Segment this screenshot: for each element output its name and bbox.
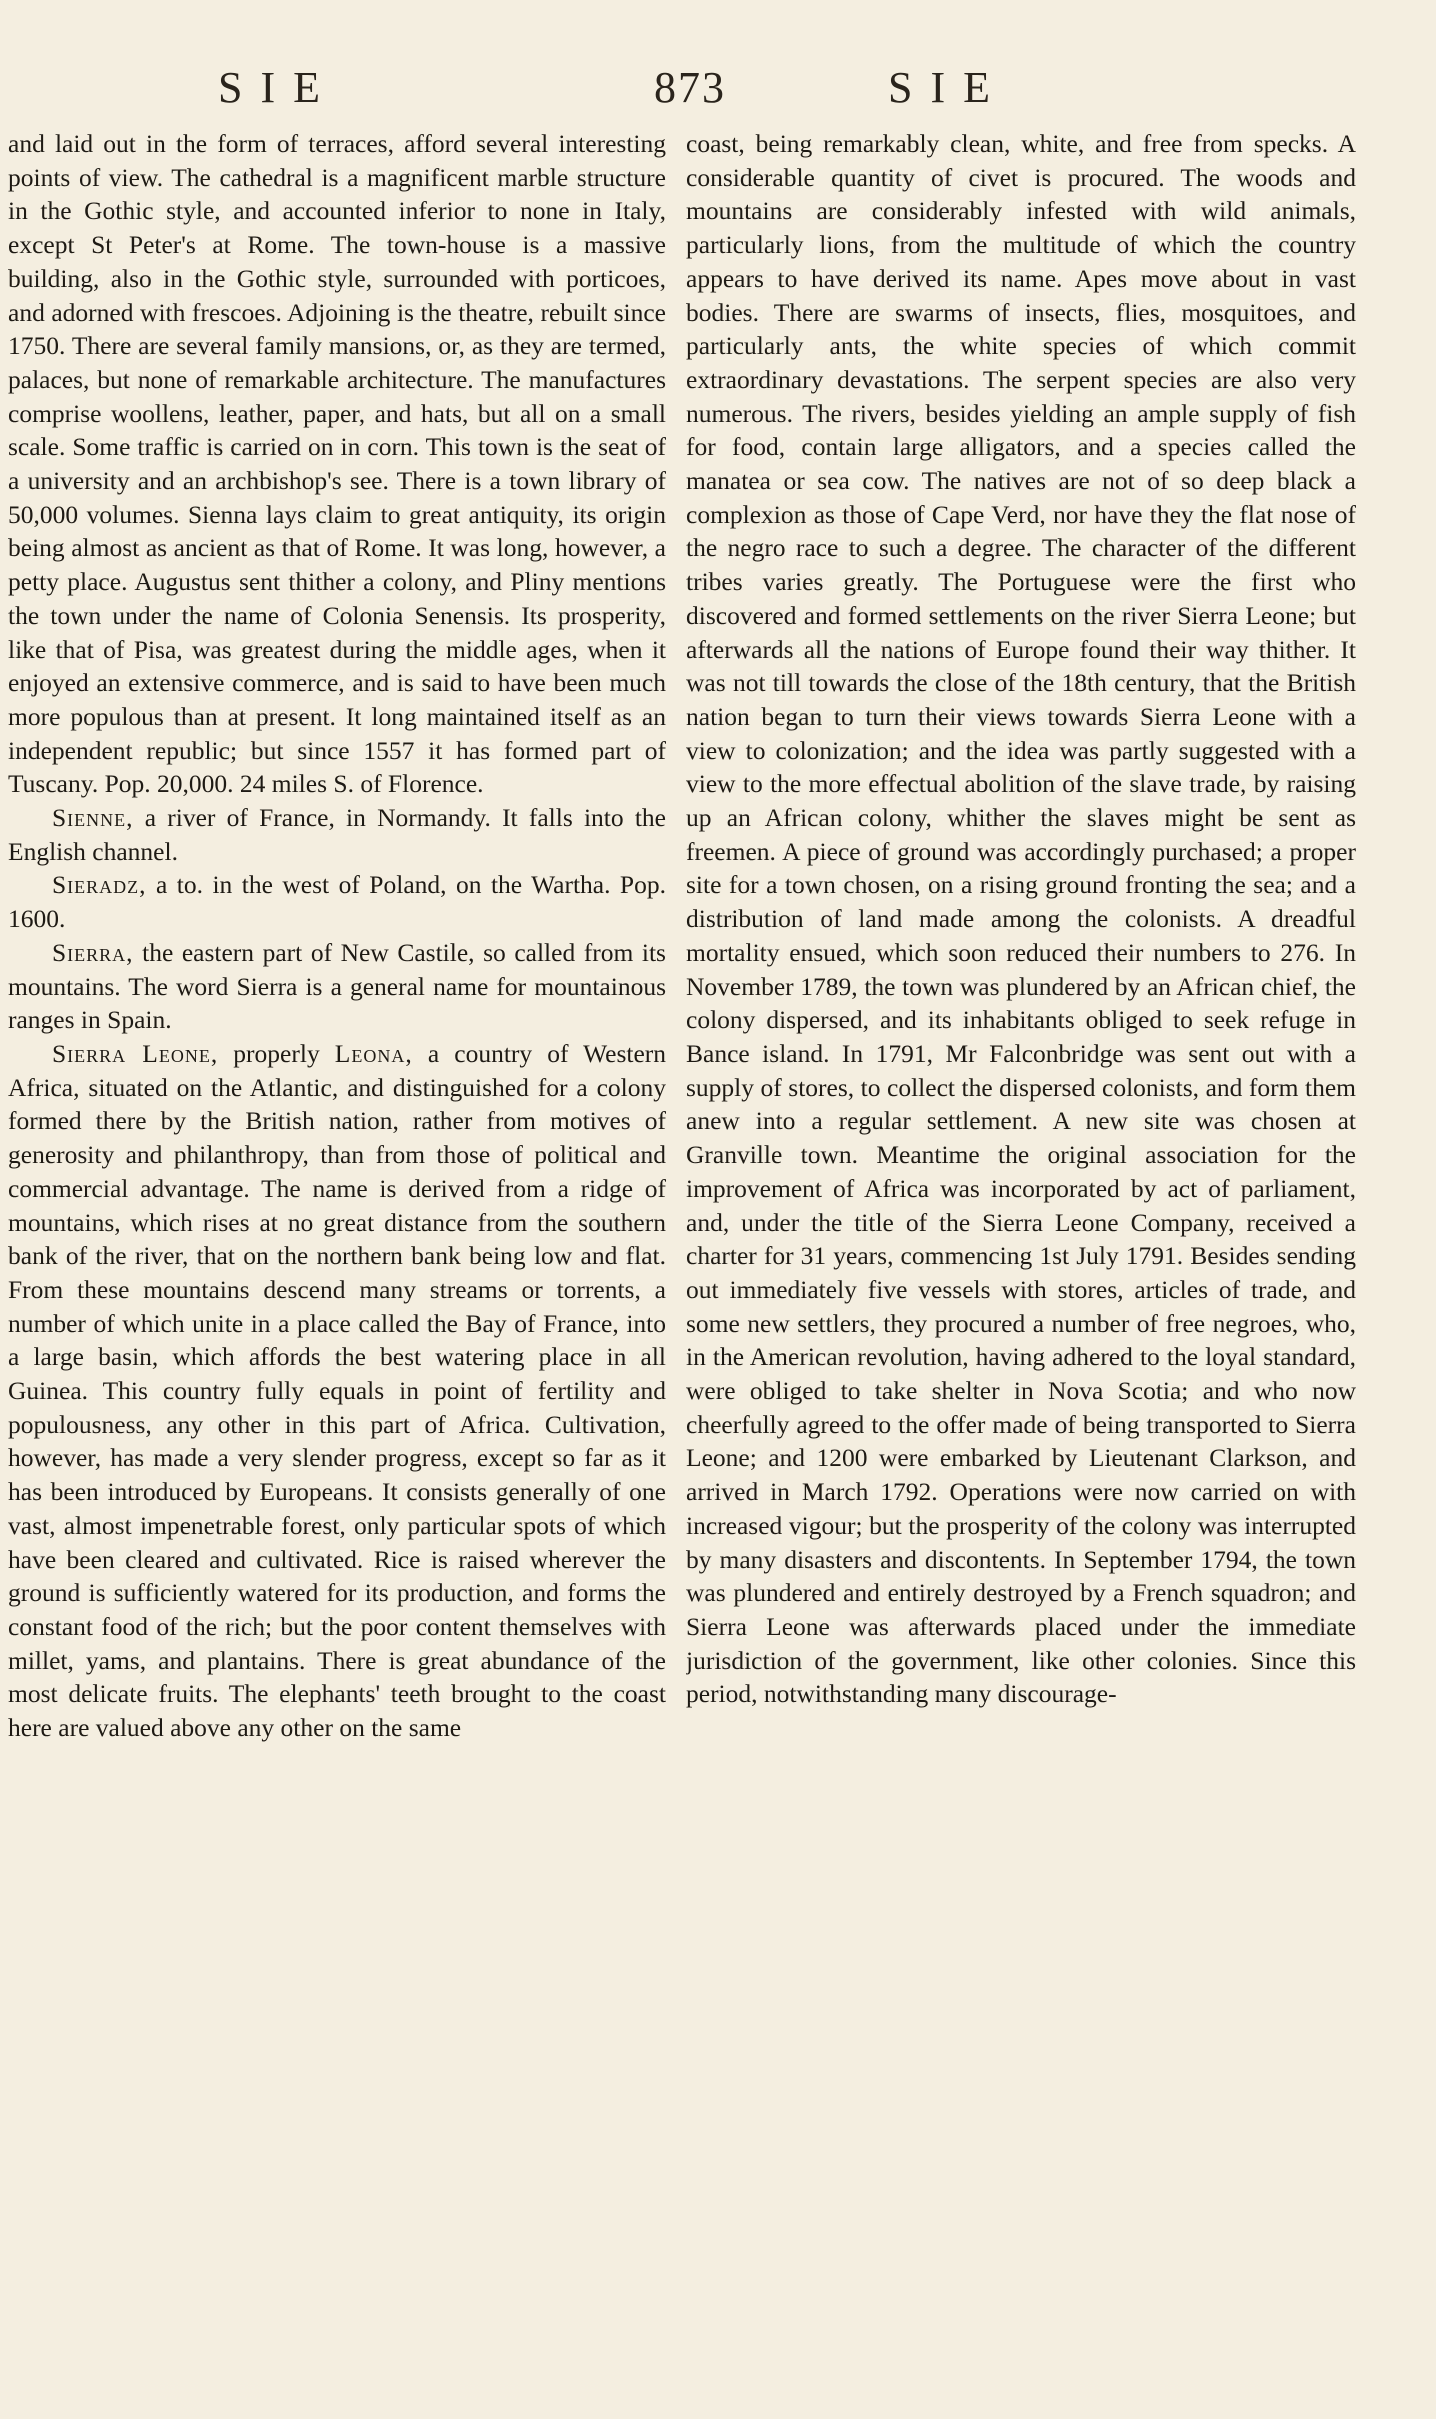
entry-sierra-text: the eastern part of New Castile, so called from its mountains. The word Sierra is a general name for mountainous ranges in Spain.: [8, 937, 666, 1035]
entry-sieradz-text: a to. in the west of Poland, on the Wartha. Pop. 1600.: [8, 870, 666, 934]
entry-sierra-leone-continued: coast, being remarkably clean, white, and free from specks. A considerable quantity of civet is procured. The woods and mountains are considerably infested with wild animals, particularly lions, from the multitude of which the country appears to have derived its name. Apes move about in vast bodies. There are swarms of insects, flies, mosquitoes, and particularly ants, the white species of which commit extraordinary devastations. The serpent species are also very numerous. The rivers, besides yielding an ample supply of fish for food, contain large alligators, and a species called the manatea or sea cow. The natives are not of so deep black a complexion as those of Cape Verd, nor have they the flat nose of the negro race to such a degree. The character of the different tribes varies greatly. The Portuguese were the first who discovered and formed settlements on the river Sierra Leone; but afterwards all the nations of Europe found their way thither. It was not till towards the close of the 18th century, that the British nation began to turn their views towards Sierra Leone with a view to colonization; and the idea was partly suggested with a view to the more effectual abolition of the slave trade, by raising up an African colony, whither the slaves might be sent as freemen. A piece of ground was accordingly purchased; a proper site for a town chosen, on a rising ground fronting the sea; and a distribution of land made among the colonists. A dreadful mortality ensued, which soon reduced their numbers to 276. In November 1789, the town was plundered by an African chief, the colony dispersed, and its inhabitants obliged to seek refuge in Bance island. In 1791, Mr Falconbridge was sent out with a supply of stores, to collect the dispersed colonists, and form them anew into a regular settlement. A new site was chosen at Granville town. Meantime the original association for the improvement of Africa was incorporated by act of parliament, and, under the title of the Sierra Leone Company, received a charter for 31 years, commencing 1st July 1791. Besides sending out immediately five vessels with stores, articles of trade, and some new settlers, they procured a number of free negroes, who, in the American revolution, having adhered to the loyal standard, were obliged to take shelter in Nova Scotia; and who now cheerfully agreed to the offer made of being transported to Sierra Leone; and 1200 were embarked by Lieutenant Clarkson, and arrived in March 1792. Operations were now carried on with increased vigour; but the prosperity of the colony was interrupted by many disasters and discontents. In September 1794, the town was plundered and entirely destroyed by a French squadron; and Sierra Leone was afterwards placed under the immediate jurisdiction of the government, like other colonies. Since this period, notwithstanding many discourage-: [686, 129, 1356, 1709]
headword-sierra-leone: Sierra Leone,: [52, 1038, 219, 1068]
entry-sierra: [8, 936, 666, 1037]
entry-sienne: [8, 801, 666, 868]
running-head-left: SIE: [218, 63, 338, 112]
page-number: 873: [654, 63, 726, 112]
headword-sierra: Sierra,: [52, 937, 134, 967]
entry-sierra-leone-mid: properly: [218, 1038, 335, 1068]
entry-sierra-leone-text: a country of Western Africa, situated on the Atlantic, and distinguished for a colony formed there by the British nation, rather from motives of generosity and philanthropy, than from those of political and commercial advantage. The name is derived from a ridge of mountains, which rises at no great distance from the southern bank of the river, that on the northern bank being low and flat. From these mountains descend many streams or torrents, a number of which unite in a place called the Bay of France, into a large basin, which affords the best watering place in all Guinea. This country fully equals in point of fertility and populousness, any other in this part of Africa. Cultivation, however, has made a very slender progress, except so far as it has been introduced by Europeans. It consists generally of one vast, almost impenetrable forest, only particular spots of which have been cleared and cultivated. Rice is raised wherever the ground is sufficiently watered for its production, and forms the constant food of the rich; but the poor content themselves with millet, yams, and plantains. There is great abundance of the most delicate fruits. The elephants' teeth brought to the coast here are valued above any other on the same: [8, 1038, 666, 1743]
headword-sieradz: Sieradz,: [52, 870, 147, 900]
headword-sienne: Sienne,: [52, 803, 134, 833]
entry-sienna-continued: and laid out in the form of terraces, afford several interesting points of view. The cathedral is a magnificent marble structure in the Gothic style, and accounted inferior to none in Italy, except St Peter's at Rome. The town-house is a massive building, also in the Gothic style, surrounded with porticoes, and adorned with frescoes. Adjoining is the theatre, rebuilt since 1750. There are several family mansions, or, as they are termed, palaces, but none of remarkable architecture. The manufactures comprise woollens, leather, paper, and hats, but all on a small scale. Some traffic is carried on in corn. This town is the seat of a university and an archbishop's see. There is a town library of 50,000 volumes. Sienna lays claim to great antiquity, its origin being almost as ancient as that of Rome. It was long, however, a petty place. Augustus sent thither a colony, and Pliny mentions the town under the name of Colonia Senensis. Its prosperity, like that of Pisa, was greatest during the middle ages, when it enjoyed an extensive commerce, and is said to have been much more populous than at present. It long maintained itself as an independent republic; but since 1557 it has formed part of Tuscany. Pop. 20,000. 24 miles S. of Florence.: [8, 129, 666, 799]
entry-sienne-text: a river of France, in Normandy. It falls into the English channel.: [8, 803, 666, 866]
running-head-right: SIE: [888, 63, 1008, 112]
entry-sieradz: [8, 868, 666, 935]
entry-sierra-leone: [8, 1037, 666, 1745]
left-column: [8, 127, 666, 2377]
running-head: [0, 62, 1436, 118]
headword-leona: Leona,: [334, 1038, 413, 1068]
right-column: [686, 127, 1356, 2377]
